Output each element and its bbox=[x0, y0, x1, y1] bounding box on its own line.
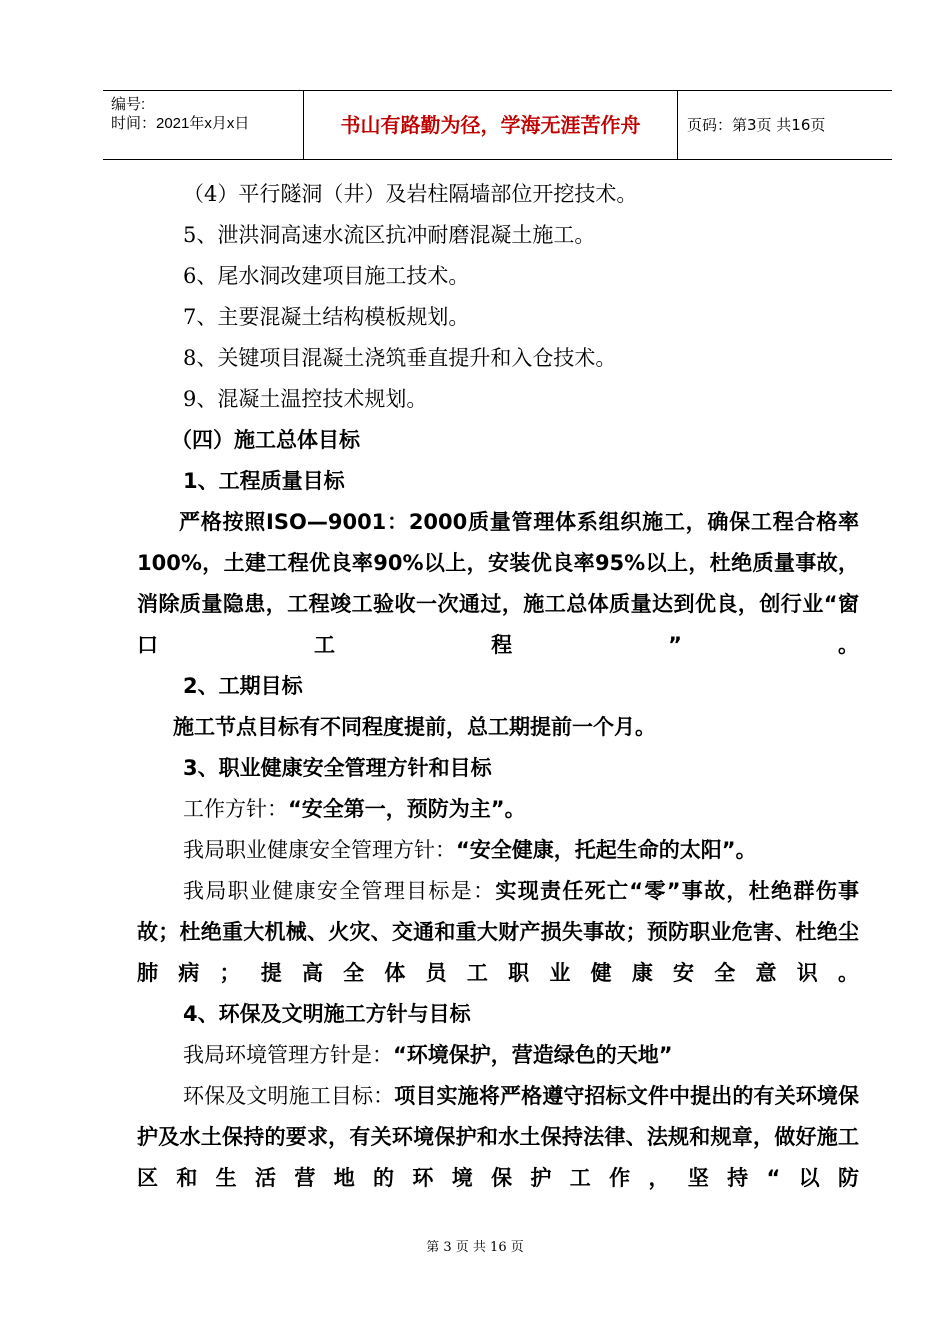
paragraph-label: 我局环境管理方针是： bbox=[183, 1043, 393, 1067]
header-left bbox=[111, 95, 303, 133]
document-body bbox=[137, 174, 859, 1199]
paragraph: 严格按照ISO—9001：2000质量管理体系组织施工，确保工程合格率100%，土建工程优良率90%以上，安装优良率95%以上，杜绝质量事故，消除质量隐患，工程竣工验收一次通过，施工总体质量达到优良，创行业“窗口工程”。 bbox=[137, 510, 859, 657]
paragraph-value: 实现责任死亡“零”事故，杜绝群伤事故；杜绝重大机械、火灾、交通和重大财产损失事故；预防职业危害、杜绝尘肺病；提高全体员工职业健康安全意识。 bbox=[137, 879, 860, 985]
paragraph-label: 环保及文明施工目标： bbox=[183, 1084, 395, 1108]
paragraph bbox=[137, 1076, 859, 1199]
paragraph-label: 工作方针： bbox=[183, 797, 288, 821]
subsection-heading: 1、工程质量目标 bbox=[183, 469, 345, 493]
subsection-heading: 2、工期目标 bbox=[183, 674, 303, 698]
paragraph-label: 我局职业健康安全管理目标是： bbox=[183, 879, 496, 903]
paragraph bbox=[137, 871, 859, 994]
paragraph-value: 项目实施将严格遵守招标文件中提出的有关环境保护及水土保持的要求，有关环境保护和水土保持法律、法规和规章，做好施工区和生活营地的环境保护工作，坚持“以防 bbox=[137, 1084, 860, 1190]
page-footer: 第 3 页 共 16 页 bbox=[426, 1240, 524, 1255]
paragraph bbox=[137, 1035, 859, 1076]
paragraph bbox=[137, 789, 859, 830]
header-divider bbox=[677, 91, 678, 159]
header-motto: 书山有路勤为径，学海无涯苦作舟 bbox=[340, 113, 641, 137]
subsection-heading: 4、环保及文明施工方针与目标 bbox=[183, 1002, 471, 1026]
paragraph-value: “安全健康，托起生命的太阳”。 bbox=[456, 838, 757, 862]
paragraph: 施工节点目标有不同程度提前，总工期提前一个月。 bbox=[173, 715, 656, 739]
document-number-label: 编号: bbox=[111, 96, 146, 113]
page-header bbox=[103, 90, 892, 160]
paragraph-value: “环境保护，营造绿色的天地” bbox=[393, 1043, 673, 1067]
subsection-heading: 3、职业健康安全管理方针和目标 bbox=[183, 756, 492, 780]
list-item: 8、关键项目混凝土浇筑垂直提升和入仓技术。 bbox=[183, 346, 617, 370]
list-item: 6、尾水洞改建项目施工技术。 bbox=[183, 264, 470, 288]
header-page-info: 页码：第3页 共16页 bbox=[687, 116, 826, 134]
list-item: （4）平行隧洞（井）及岩柱隔墙部位开挖技术。 bbox=[183, 182, 638, 206]
section-heading: （四）施工总体目标 bbox=[171, 428, 360, 452]
paragraph-value: “安全第一，预防为主”。 bbox=[288, 797, 526, 821]
list-item: 9、混凝土温控技术规划。 bbox=[183, 387, 428, 411]
paragraph bbox=[137, 830, 859, 871]
document-time: 时间：2021年x月x日 bbox=[111, 115, 250, 132]
list-item: 7、主要混凝土结构模板规划。 bbox=[183, 305, 470, 329]
paragraph-label: 我局职业健康安全管理方针： bbox=[183, 838, 456, 862]
list-item: 5、泄洪洞高速水流区抗冲耐磨混凝土施工。 bbox=[183, 223, 596, 247]
